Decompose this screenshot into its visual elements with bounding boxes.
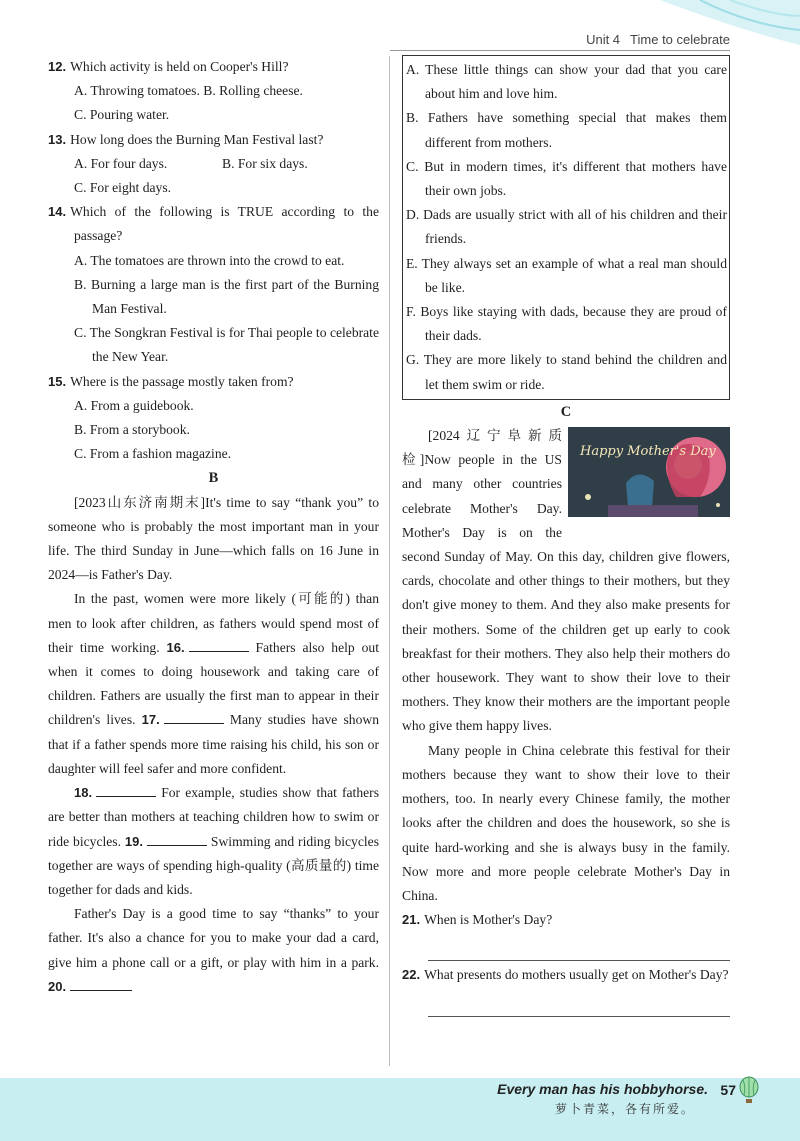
blank-17[interactable] bbox=[164, 709, 224, 724]
header-rule bbox=[390, 50, 730, 51]
question-14: 14. Which of the following is TRUE according to the passage? bbox=[48, 204, 379, 244]
option-c: C. But in modern times, it's different that mothers have their own jobs. bbox=[406, 158, 727, 199]
page-header bbox=[586, 32, 730, 47]
right-column bbox=[402, 55, 730, 1017]
question-21: 21. When is Mother's Day? bbox=[402, 912, 553, 928]
footer-slogan-chinese: 萝卜青菜，各有所爱。 bbox=[554, 1102, 695, 1116]
question-13: 13. How long does the Burning Man Festival last? bbox=[48, 131, 324, 147]
passage-c-paragraph-2: Many people in China celebrate this festival for their mothers because they want to show their love to their mothers, too. In nearly every Chinese family, the mother looks after the children and does the housework, so she is quite hard-working and she is always busy in the family. Now more and more people celebrate Mother's Day in China. bbox=[402, 742, 730, 903]
balloon-icon bbox=[738, 1076, 760, 1104]
option-f: F. Boys like staying with dads, because they are proud of their dads. bbox=[406, 304, 727, 344]
question-22: 22. What presents do mothers usually get on Mother's Day? bbox=[402, 967, 729, 983]
answer-line-21[interactable] bbox=[428, 932, 730, 961]
footer-slogan: Every man has his hobbyhorse. bbox=[497, 1081, 708, 1097]
answer-line-22[interactable] bbox=[428, 988, 730, 1017]
q13-options-ab: A. For four days. B. For six days. bbox=[74, 155, 308, 171]
q12-option-c: C. Pouring water. bbox=[74, 107, 170, 123]
section-c-heading: C bbox=[560, 403, 572, 420]
image-caption: Happy Mother's Day bbox=[580, 444, 716, 460]
page-number: 57 bbox=[720, 1082, 736, 1098]
q15-option-c: C. From a fashion magazine. bbox=[74, 446, 232, 462]
blank-20[interactable] bbox=[70, 976, 132, 991]
q14-option-b: B. Burning a large man is the first part of the Burning Man Festival. bbox=[74, 276, 379, 317]
q15-option-b: B. From a storybook. bbox=[74, 422, 190, 438]
q14-option-c: C. The Songkran Festival is for Thai people to celebrate the New Year. bbox=[74, 325, 379, 365]
blank-18[interactable] bbox=[96, 782, 156, 797]
blank-19[interactable] bbox=[147, 831, 207, 846]
q15-option-a: A. From a guidebook. bbox=[74, 397, 194, 413]
passage-b-paragraph-2: In the past, women were more likely (可能的) than men to look after children, as fathers would spend most of their time working. 16. Fathers also help out when it comes to doing housework and taking care of children. Fathers are usually the first man to appear in their children's lives. 17. Many studies have shown that if a father spends more time raising his child, his son or daughter will feel safer and more confident. bbox=[48, 591, 379, 776]
passage-c-paragraph-1: [2024辽宁阜新质检]Now people in the US and many other countries celebrate Mother's Day. Mother's Day is on the second Sunday of May. On this day, children give flowers, cards, chocolate and other things to their mothers, but they don't give money to them. And they also make presents for their mothers. Some of the children get up early to cook breakfast for their mothers. They also help their mothers do other housework. They want to show their love to their mothers. They know their mothers are the important people who give them happy lives. bbox=[402, 428, 730, 734]
mothers-day-image bbox=[568, 427, 730, 517]
option-a: A. These little things can show your dad that you care about him and love him. bbox=[406, 62, 727, 102]
section-b-heading: B bbox=[208, 470, 219, 487]
passage-b-paragraph-4: Father's Day is a good time to say “thanks” to your father. It's also a chance for you to make your dad a card, give him a phone call or a gift, or play with him in a park. 20. bbox=[48, 906, 379, 994]
q13-option-c: C. For eight days. bbox=[74, 180, 172, 196]
q14-option-a: A. The tomatoes are thrown into the crowd to eat. bbox=[74, 252, 345, 268]
unit-topic: Time to celebrate bbox=[630, 32, 730, 47]
blank-16[interactable] bbox=[189, 637, 249, 652]
left-column bbox=[48, 55, 379, 999]
question-15: 15. Where is the passage mostly taken from? bbox=[48, 373, 294, 389]
option-d: D. Dads are usually strict with all of his children and their friends. bbox=[406, 207, 727, 247]
option-b: B. Fathers have something special that makes them different from mothers. bbox=[406, 110, 727, 150]
passage-b-paragraph-3: 18. For example, studies show that fathers are better than mothers at teaching children how to swim or ride bicycles. 19. Swimming and riding bicycles together are ways of spending high-quality (高质量的) time together for dads and kids. bbox=[48, 781, 379, 902]
passage-b-paragraph-1: [2023山东济南期末]It's time to say “thank you” to someone who is probably the most important man in your life. The third Sunday in June—which falls on 16 June in 2024—is Father's Day. bbox=[48, 494, 379, 583]
column-divider bbox=[389, 56, 390, 1066]
unit-label: Unit 4 bbox=[586, 32, 621, 47]
question-12: 12. Which activity is held on Cooper's Hill? bbox=[48, 59, 289, 74]
option-e: E. They always set an example of what a real man should be like. bbox=[406, 255, 727, 295]
option-g: G. They are more likely to stand behind the children and let them swim or ride. bbox=[406, 352, 727, 392]
q12-options-ab: A. Throwing tomatoes. B. Rolling cheese. bbox=[74, 83, 303, 99]
options-box bbox=[402, 55, 730, 400]
